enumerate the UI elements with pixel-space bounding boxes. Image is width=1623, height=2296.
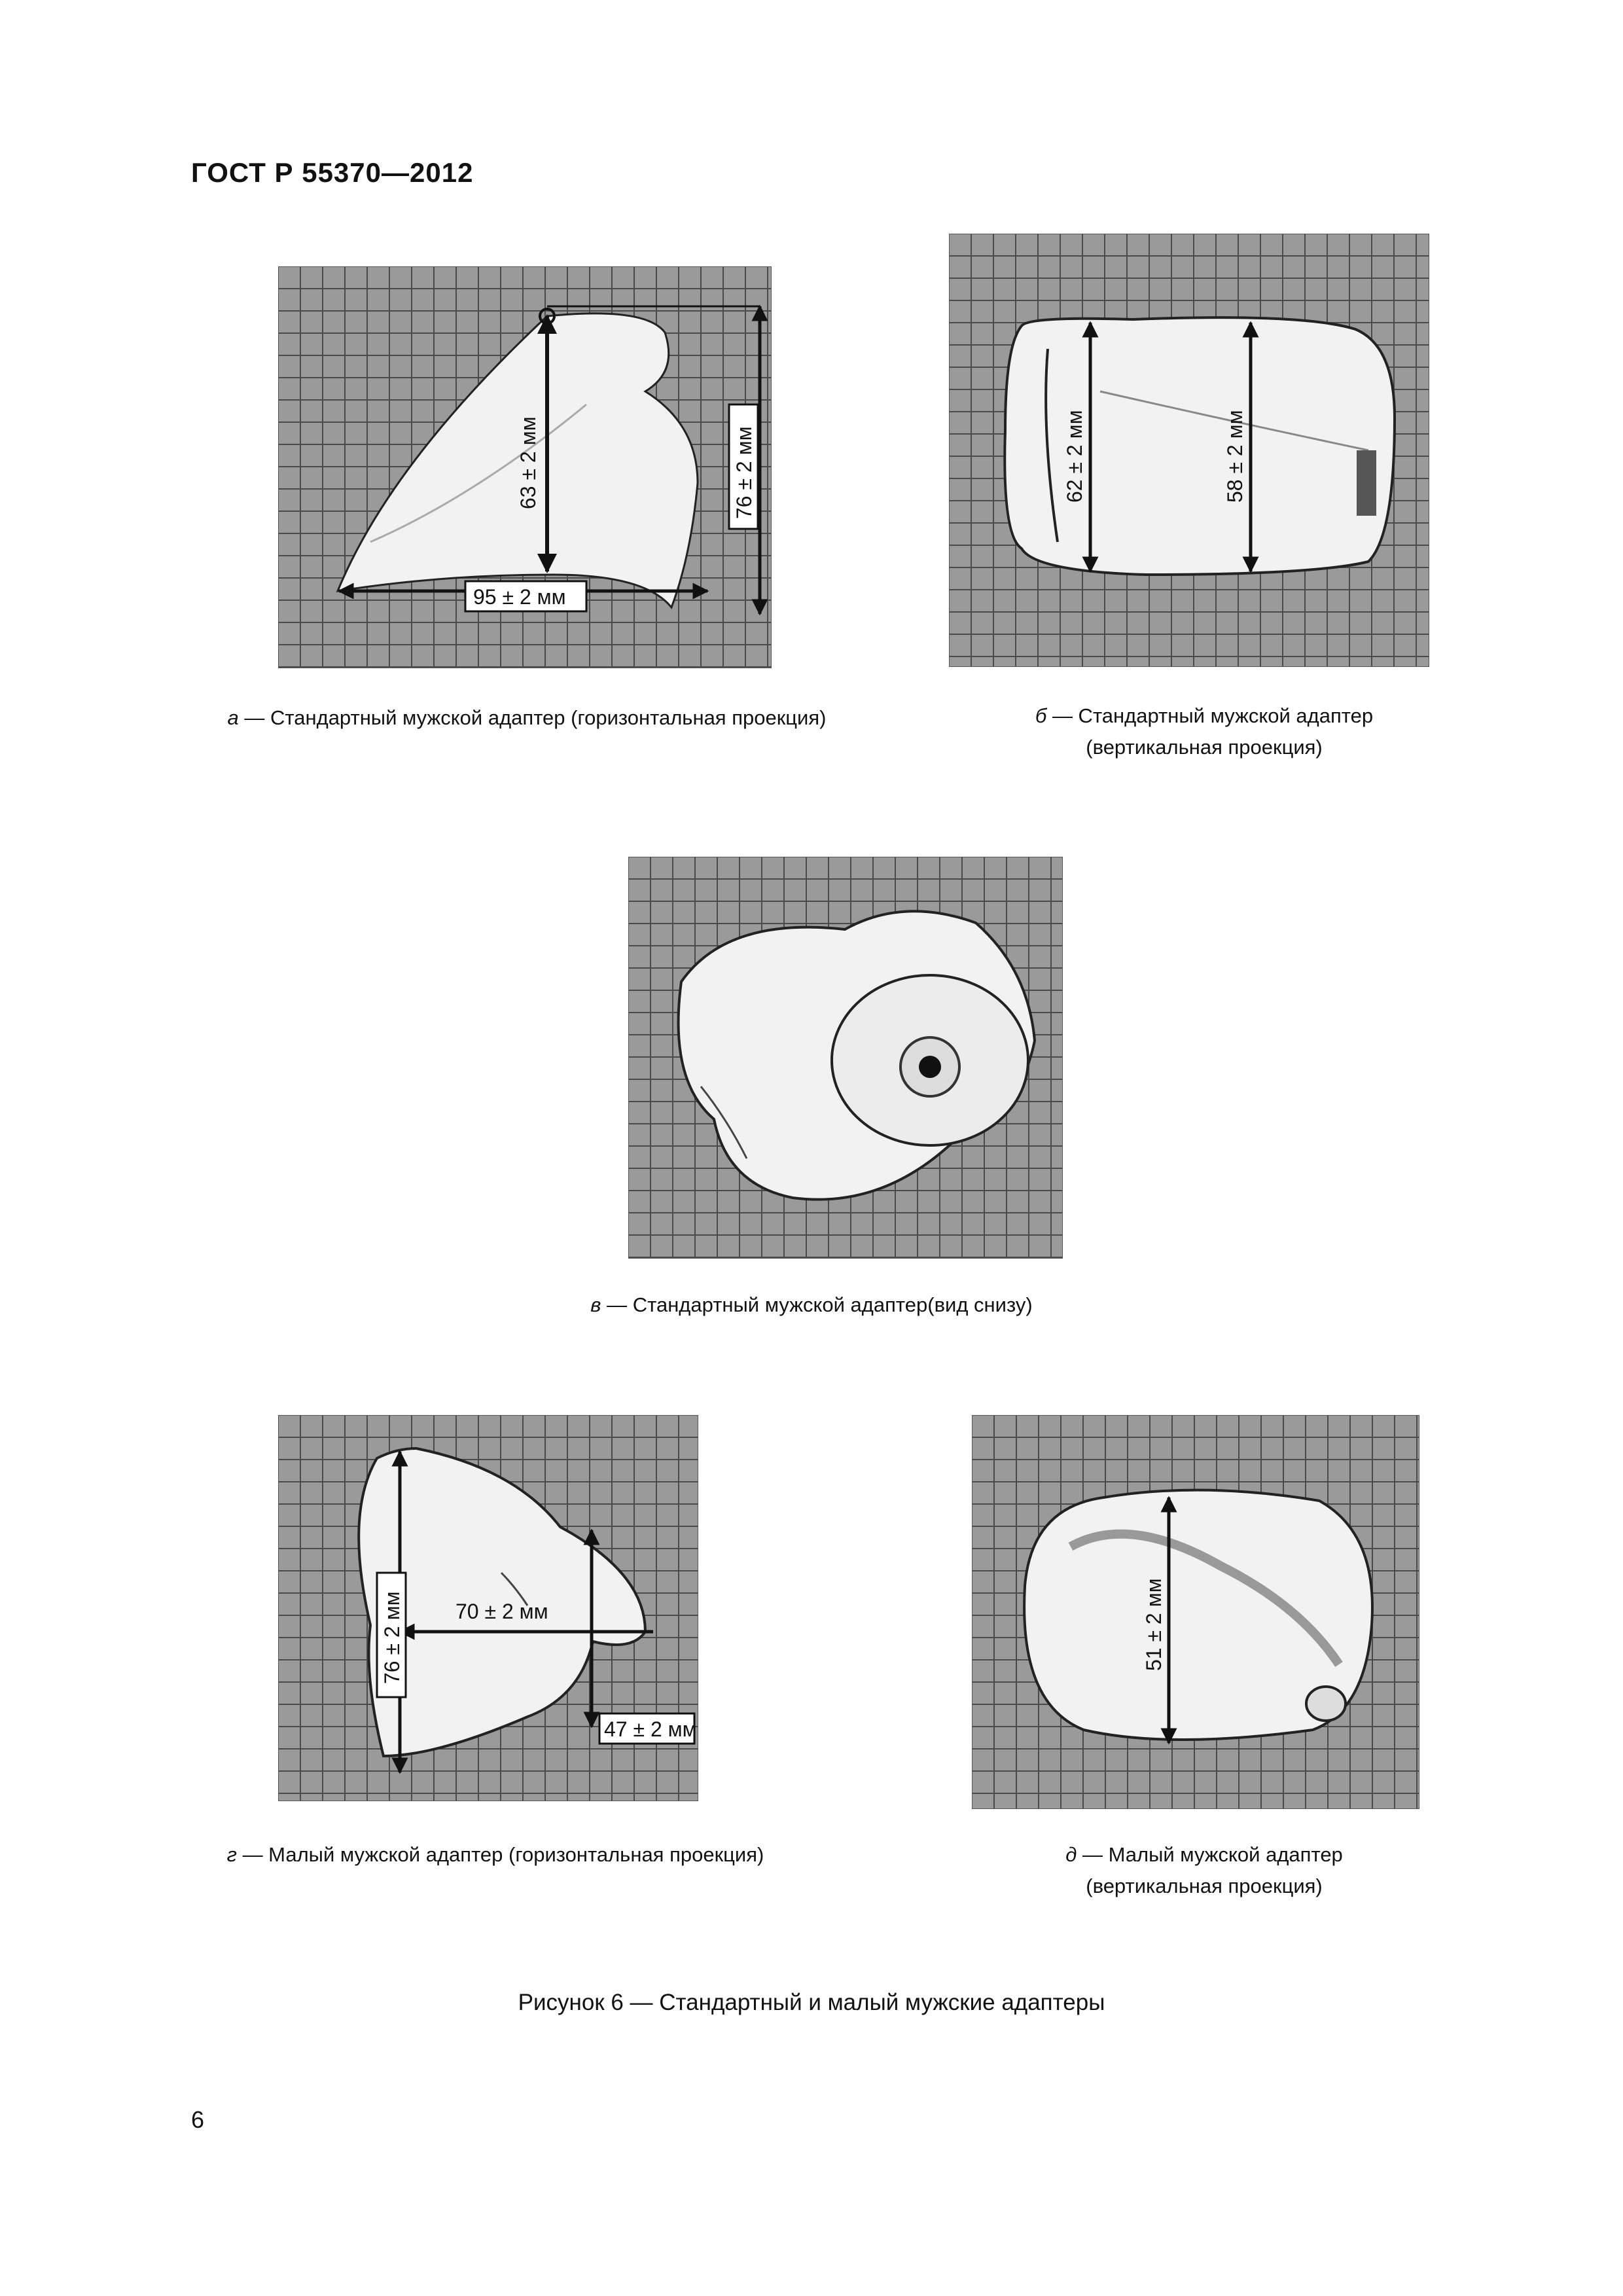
document-code: ГОСТ Р 55370—2012	[191, 157, 474, 188]
caption-figure-d	[191, 1839, 800, 1871]
caption-figure-b	[975, 700, 1433, 763]
dim-label: 95 ± 2 мм	[473, 585, 566, 609]
caption-text: — Стандартный мужской адаптер(вид снизу)	[601, 1293, 1033, 1316]
dim-label: 51 ± 2 мм	[1142, 1578, 1166, 1671]
caption-text: — Малый мужской адаптер	[1077, 1843, 1343, 1866]
photo-standard-adapter-vertical	[949, 234, 1429, 667]
caption-text: — Стандартный мужской адаптер (горизонтальная проекция)	[238, 706, 827, 729]
photo-small-adapter-vertical	[972, 1415, 1419, 1809]
figure-caption: Рисунок 6 — Стандартный и малый мужские адаптеры	[518, 1990, 1105, 2015]
caption-letter: а	[227, 706, 239, 729]
caption-letter: д	[1065, 1843, 1077, 1866]
caption-text: (вертикальная проекция)	[1086, 1874, 1323, 1897]
caption-figure-c	[393, 1289, 1230, 1321]
caption-figure-a	[190, 702, 864, 734]
caption-letter: б	[1035, 704, 1047, 727]
caption-text: (вертикальная проекция)	[1086, 736, 1323, 759]
caption-figure-e	[969, 1839, 1440, 1902]
photo-small-adapter-horizontal	[278, 1415, 698, 1801]
dim-label: 62 ± 2 мм	[1063, 410, 1086, 503]
caption-letter: в	[590, 1293, 601, 1316]
dim-label: 58 ± 2 мм	[1223, 410, 1247, 503]
caption-text: — Малый мужской адаптер (горизонтальная проекция)	[236, 1843, 764, 1866]
caption-letter: г	[226, 1843, 237, 1866]
dim-label: 63 ± 2 мм	[516, 416, 540, 509]
dim-label: 47 ± 2 мм	[604, 1717, 697, 1741]
photo-standard-adapter-horizontal	[278, 266, 772, 668]
dim-label: 76 ± 2 мм	[380, 1591, 404, 1684]
dim-label: 76 ± 2 мм	[732, 426, 756, 519]
caption-text: — Стандартный мужской адаптер	[1046, 704, 1374, 727]
page-number: 6	[191, 2106, 205, 2133]
dim-label: 70 ± 2 мм	[455, 1600, 548, 1623]
photo-standard-adapter-bottom	[628, 857, 1063, 1259]
